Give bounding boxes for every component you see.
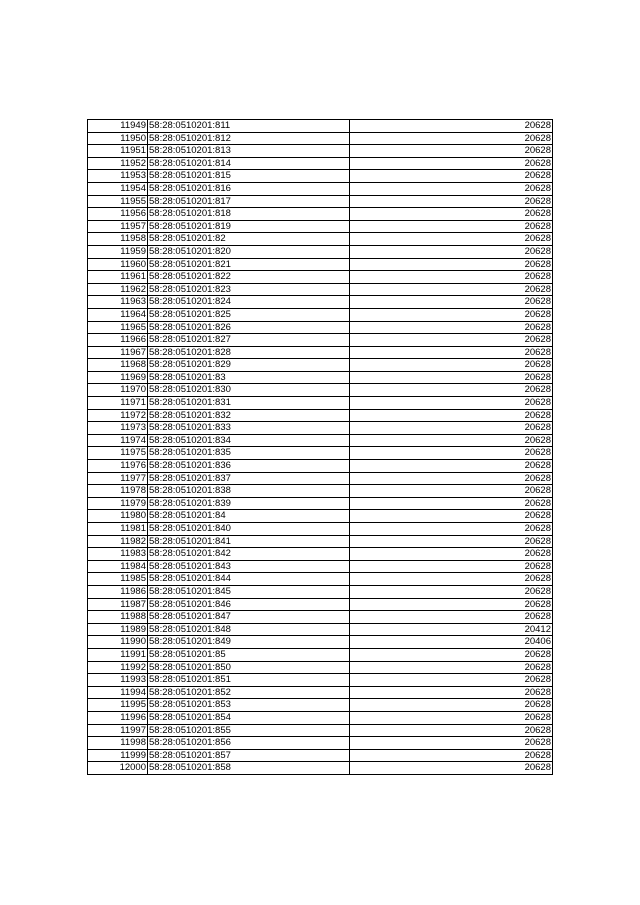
- value-cell: 20628: [350, 737, 553, 750]
- row-number-cell: 11980: [88, 510, 148, 523]
- row-number-cell: 11992: [88, 661, 148, 674]
- cadastral-number-cell: 58:28:0510201:847: [148, 611, 350, 624]
- cadastral-number-cell: 58:28:0510201:813: [148, 145, 350, 158]
- row-number-cell: 11990: [88, 636, 148, 649]
- value-cell: 20628: [350, 573, 553, 586]
- cadastral-number-cell: 58:28:0510201:831: [148, 397, 350, 410]
- row-number-cell: 11951: [88, 145, 148, 158]
- cadastral-number-cell: 58:28:0510201:844: [148, 573, 350, 586]
- row-number-cell: 11969: [88, 371, 148, 384]
- row-number-cell: 12000: [88, 762, 148, 775]
- table-row: [88, 460, 553, 473]
- cadastral-number-cell: 58:28:0510201:841: [148, 535, 350, 548]
- cadastral-number-cell: 58:28:0510201:846: [148, 598, 350, 611]
- value-cell: 20628: [350, 120, 553, 133]
- cadastral-number-cell: 58:28:0510201:824: [148, 296, 350, 309]
- cadastral-number-cell: 58:28:0510201:814: [148, 157, 350, 170]
- cadastral-number-cell: 58:28:0510201:826: [148, 321, 350, 334]
- value-cell: 20628: [350, 460, 553, 473]
- cadastral-number-cell: 58:28:0510201:821: [148, 258, 350, 271]
- row-number-cell: 11966: [88, 334, 148, 347]
- row-number-cell: 11954: [88, 182, 148, 195]
- cadastral-number-cell: 58:28:0510201:833: [148, 422, 350, 435]
- cadastral-number-cell: 58:28:0510201:837: [148, 472, 350, 485]
- value-cell: 20628: [350, 397, 553, 410]
- row-number-cell: 11970: [88, 384, 148, 397]
- table-row: [88, 334, 553, 347]
- row-number-cell: 11960: [88, 258, 148, 271]
- table-row: [88, 472, 553, 485]
- table-row: [88, 359, 553, 372]
- value-cell: 20628: [350, 585, 553, 598]
- row-number-cell: 11977: [88, 472, 148, 485]
- value-cell: 20628: [350, 233, 553, 246]
- row-number-cell: 11950: [88, 132, 148, 145]
- value-cell: 20628: [350, 447, 553, 460]
- row-number-cell: 11984: [88, 560, 148, 573]
- row-number-cell: 11978: [88, 485, 148, 498]
- value-cell: 20628: [350, 157, 553, 170]
- table-row: [88, 661, 553, 674]
- table-row: [88, 346, 553, 359]
- cadastral-number-cell: 58:28:0510201:816: [148, 182, 350, 195]
- row-number-cell: 11953: [88, 170, 148, 183]
- row-number-cell: 11973: [88, 422, 148, 435]
- table-row: [88, 686, 553, 699]
- table-row: [88, 598, 553, 611]
- value-cell: 20628: [350, 296, 553, 309]
- value-cell: 20628: [350, 384, 553, 397]
- row-number-cell: 11993: [88, 674, 148, 687]
- value-cell: 20628: [350, 598, 553, 611]
- cadastral-number-cell: 58:28:0510201:825: [148, 308, 350, 321]
- row-number-cell: 11996: [88, 711, 148, 724]
- row-number-cell: 11961: [88, 271, 148, 284]
- row-number-cell: 11991: [88, 648, 148, 661]
- row-number-cell: 11971: [88, 397, 148, 410]
- table-row: [88, 762, 553, 775]
- cadastral-number-cell: 58:28:0510201:830: [148, 384, 350, 397]
- value-cell: 20628: [350, 208, 553, 221]
- value-cell: 20628: [350, 182, 553, 195]
- table-row: [88, 737, 553, 750]
- table-row: [88, 245, 553, 258]
- row-number-cell: 11964: [88, 308, 148, 321]
- cadastral-number-cell: 58:28:0510201:84: [148, 510, 350, 523]
- cadastral-number-cell: 58:28:0510201:829: [148, 359, 350, 372]
- table-row: [88, 397, 553, 410]
- table-row: [88, 182, 553, 195]
- value-cell: 20628: [350, 170, 553, 183]
- cadastral-number-cell: 58:28:0510201:853: [148, 699, 350, 712]
- table-row: [88, 120, 553, 133]
- row-number-cell: 11987: [88, 598, 148, 611]
- row-number-cell: 11967: [88, 346, 148, 359]
- value-cell: 20628: [350, 762, 553, 775]
- table-row: [88, 560, 553, 573]
- value-cell: 20628: [350, 510, 553, 523]
- cadastral-number-cell: 58:28:0510201:823: [148, 283, 350, 296]
- value-cell: 20628: [350, 711, 553, 724]
- value-cell: 20628: [350, 535, 553, 548]
- value-cell: 20406: [350, 636, 553, 649]
- row-number-cell: 11974: [88, 434, 148, 447]
- row-number-cell: 11963: [88, 296, 148, 309]
- cadastral-number-cell: 58:28:0510201:851: [148, 674, 350, 687]
- row-number-cell: 11962: [88, 283, 148, 296]
- row-number-cell: 11949: [88, 120, 148, 133]
- table-row: [88, 321, 553, 334]
- value-cell: 20628: [350, 485, 553, 498]
- value-cell: 20628: [350, 422, 553, 435]
- table-row: [88, 409, 553, 422]
- table-row: [88, 145, 553, 158]
- row-number-cell: 11997: [88, 724, 148, 737]
- row-number-cell: 11976: [88, 460, 148, 473]
- value-cell: 20628: [350, 195, 553, 208]
- cadastral-number-cell: 58:28:0510201:828: [148, 346, 350, 359]
- value-cell: 20628: [350, 686, 553, 699]
- value-cell: 20628: [350, 409, 553, 422]
- row-number-cell: 11972: [88, 409, 148, 422]
- value-cell: 20628: [350, 548, 553, 561]
- table-row: [88, 208, 553, 221]
- table-row: [88, 132, 553, 145]
- value-cell: 20628: [350, 308, 553, 321]
- value-cell: 20628: [350, 245, 553, 258]
- table-row: [88, 485, 553, 498]
- value-cell: 20628: [350, 334, 553, 347]
- row-number-cell: 11998: [88, 737, 148, 750]
- value-cell: 20628: [350, 220, 553, 233]
- table-row: [88, 510, 553, 523]
- cadastral-number-cell: 58:28:0510201:827: [148, 334, 350, 347]
- table-row: [88, 422, 553, 435]
- table-row: [88, 535, 553, 548]
- value-cell: 20628: [350, 724, 553, 737]
- table-row: [88, 648, 553, 661]
- table-row: [88, 233, 553, 246]
- cadastral-number-cell: 58:28:0510201:848: [148, 623, 350, 636]
- table-row: [88, 585, 553, 598]
- table-row: [88, 258, 553, 271]
- value-cell: 20628: [350, 523, 553, 536]
- value-cell: 20628: [350, 472, 553, 485]
- value-cell: 20628: [350, 661, 553, 674]
- row-number-cell: 11999: [88, 749, 148, 762]
- cadastral-number-cell: 58:28:0510201:820: [148, 245, 350, 258]
- cadastral-number-cell: 58:28:0510201:817: [148, 195, 350, 208]
- row-number-cell: 11995: [88, 699, 148, 712]
- value-cell: 20628: [350, 749, 553, 762]
- row-number-cell: 11988: [88, 611, 148, 624]
- row-number-cell: 11989: [88, 623, 148, 636]
- table-row: [88, 371, 553, 384]
- value-cell: 20412: [350, 623, 553, 636]
- value-cell: 20628: [350, 674, 553, 687]
- cadastral-number-cell: 58:28:0510201:832: [148, 409, 350, 422]
- table-row: [88, 749, 553, 762]
- cadastral-number-cell: 58:28:0510201:818: [148, 208, 350, 221]
- table-row: [88, 636, 553, 649]
- value-cell: 20628: [350, 648, 553, 661]
- value-cell: 20628: [350, 359, 553, 372]
- cadastral-number-cell: 58:28:0510201:852: [148, 686, 350, 699]
- data-table: [87, 119, 553, 775]
- table-body: [88, 120, 553, 775]
- cadastral-number-cell: 58:28:0510201:83: [148, 371, 350, 384]
- table-row: [88, 523, 553, 536]
- table-row: [88, 220, 553, 233]
- table-row: [88, 573, 553, 586]
- table-row: [88, 296, 553, 309]
- cadastral-number-cell: 58:28:0510201:857: [148, 749, 350, 762]
- row-number-cell: 11968: [88, 359, 148, 372]
- cadastral-number-cell: 58:28:0510201:838: [148, 485, 350, 498]
- table-row: [88, 157, 553, 170]
- cadastral-number-cell: 58:28:0510201:855: [148, 724, 350, 737]
- row-number-cell: 11983: [88, 548, 148, 561]
- row-number-cell: 11981: [88, 523, 148, 536]
- table-row: [88, 195, 553, 208]
- value-cell: 20628: [350, 321, 553, 334]
- cadastral-number-cell: 58:28:0510201:839: [148, 497, 350, 510]
- table-row: [88, 724, 553, 737]
- table-row: [88, 699, 553, 712]
- table-row: [88, 611, 553, 624]
- cadastral-number-cell: 58:28:0510201:812: [148, 132, 350, 145]
- row-number-cell: 11965: [88, 321, 148, 334]
- cadastral-number-cell: 58:28:0510201:815: [148, 170, 350, 183]
- cadastral-number-cell: 58:28:0510201:843: [148, 560, 350, 573]
- cadastral-number-cell: 58:28:0510201:819: [148, 220, 350, 233]
- row-number-cell: 11979: [88, 497, 148, 510]
- row-number-cell: 11975: [88, 447, 148, 460]
- value-cell: 20628: [350, 346, 553, 359]
- value-cell: 20628: [350, 258, 553, 271]
- row-number-cell: 11986: [88, 585, 148, 598]
- table-row: [88, 711, 553, 724]
- value-cell: 20628: [350, 132, 553, 145]
- table-row: [88, 548, 553, 561]
- table-row: [88, 674, 553, 687]
- value-cell: 20628: [350, 497, 553, 510]
- row-number-cell: 11952: [88, 157, 148, 170]
- row-number-cell: 11955: [88, 195, 148, 208]
- cadastral-number-cell: 58:28:0510201:854: [148, 711, 350, 724]
- table-row: [88, 497, 553, 510]
- cadastral-number-cell: 58:28:0510201:836: [148, 460, 350, 473]
- value-cell: 20628: [350, 699, 553, 712]
- value-cell: 20628: [350, 560, 553, 573]
- row-number-cell: 11959: [88, 245, 148, 258]
- row-number-cell: 11985: [88, 573, 148, 586]
- value-cell: 20628: [350, 271, 553, 284]
- table-row: [88, 170, 553, 183]
- table-row: [88, 447, 553, 460]
- cadastral-number-cell: 58:28:0510201:82: [148, 233, 350, 246]
- cadastral-number-cell: 58:28:0510201:842: [148, 548, 350, 561]
- row-number-cell: 11982: [88, 535, 148, 548]
- table-row: [88, 271, 553, 284]
- row-number-cell: 11956: [88, 208, 148, 221]
- cadastral-number-cell: 58:28:0510201:856: [148, 737, 350, 750]
- value-cell: 20628: [350, 371, 553, 384]
- table-row: [88, 434, 553, 447]
- value-cell: 20628: [350, 145, 553, 158]
- row-number-cell: 11958: [88, 233, 148, 246]
- cadastral-number-cell: 58:28:0510201:858: [148, 762, 350, 775]
- cadastral-number-cell: 58:28:0510201:850: [148, 661, 350, 674]
- table-row: [88, 623, 553, 636]
- cadastral-number-cell: 58:28:0510201:835: [148, 447, 350, 460]
- value-cell: 20628: [350, 283, 553, 296]
- cadastral-number-cell: 58:28:0510201:811: [148, 120, 350, 133]
- table-row: [88, 308, 553, 321]
- cadastral-number-cell: 58:28:0510201:849: [148, 636, 350, 649]
- cadastral-number-cell: 58:28:0510201:834: [148, 434, 350, 447]
- cadastral-number-cell: 58:28:0510201:840: [148, 523, 350, 536]
- cadastral-number-cell: 58:28:0510201:822: [148, 271, 350, 284]
- cadastral-number-cell: 58:28:0510201:845: [148, 585, 350, 598]
- table-row: [88, 283, 553, 296]
- value-cell: 20628: [350, 434, 553, 447]
- table-row: [88, 384, 553, 397]
- value-cell: 20628: [350, 611, 553, 624]
- row-number-cell: 11994: [88, 686, 148, 699]
- row-number-cell: 11957: [88, 220, 148, 233]
- cadastral-number-cell: 58:28:0510201:85: [148, 648, 350, 661]
